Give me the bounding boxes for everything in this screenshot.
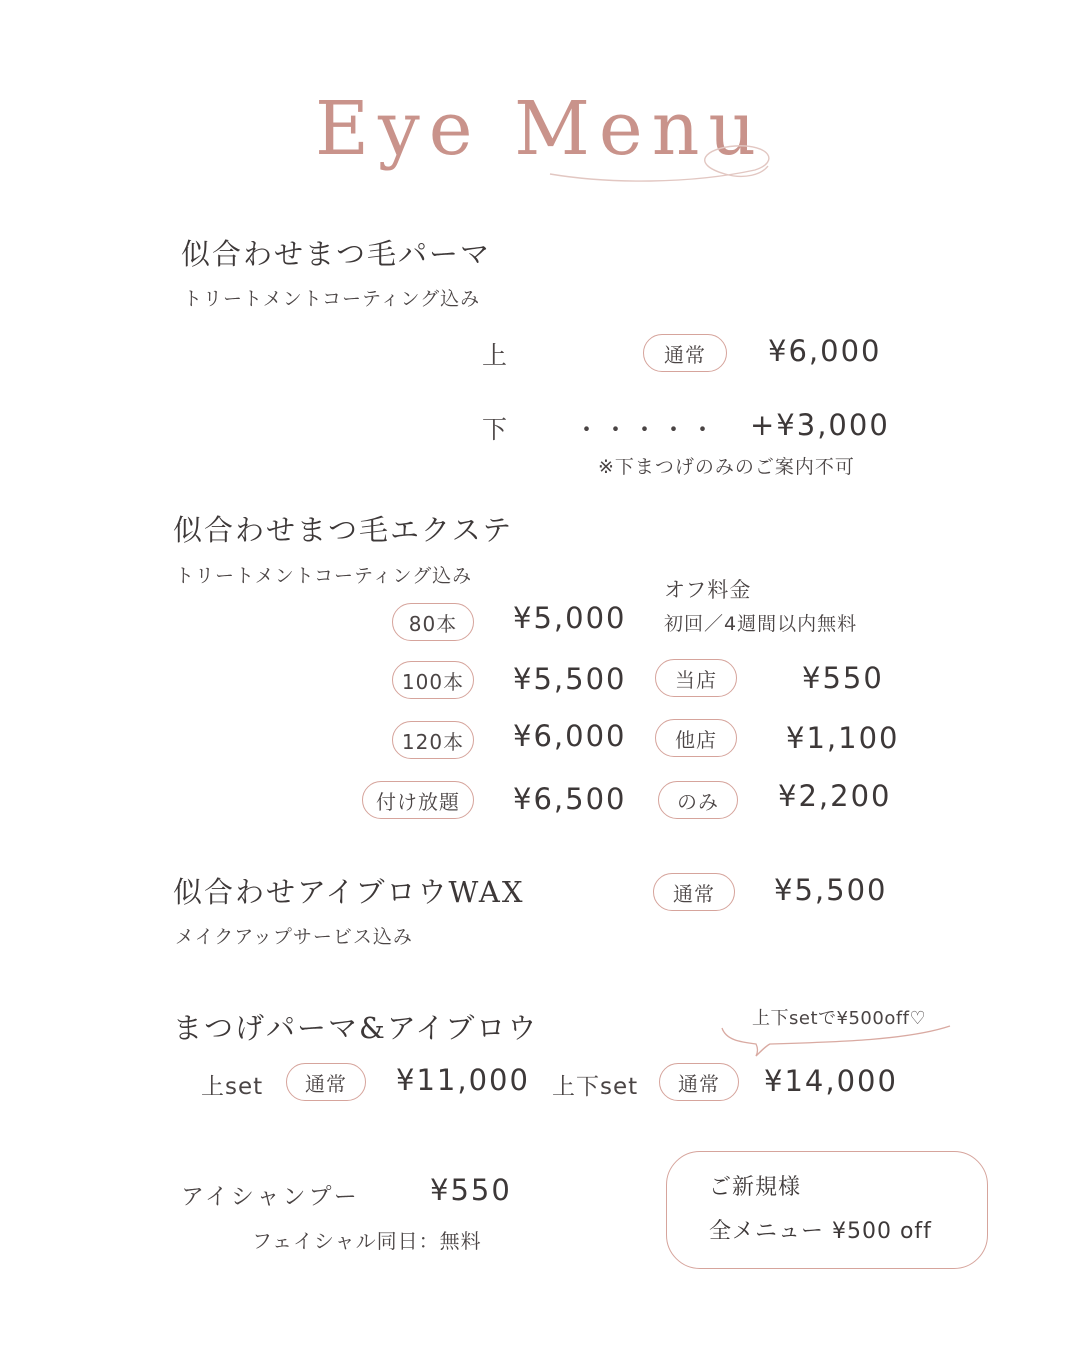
promo-line-1: ご新規様 <box>709 1175 802 1200</box>
shampoo-label: アイシャンプー <box>181 1184 360 1210</box>
perm-upper-label: 上 <box>482 341 509 370</box>
shampoo-price: ¥550 <box>430 1173 512 1207</box>
combo-upper-label: 上set <box>201 1074 264 1100</box>
off-option-price: ¥550 <box>802 661 884 695</box>
combo-both-price: ¥14,000 <box>764 1064 898 1098</box>
perm-lower-note: ※下まつげのみのご案内不可 <box>598 456 855 478</box>
combo-upper-badge: 通常 <box>286 1063 366 1101</box>
off-option-badge: 他店 <box>655 719 737 757</box>
extension-option-badge: 120本 <box>392 721 474 759</box>
brow-subtitle: メイクアップサービス込み <box>175 926 413 948</box>
off-fee-title: オフ料金 <box>664 578 752 602</box>
extension-option-badge: 100本 <box>392 661 474 699</box>
extension-option-price: ¥6,500 <box>513 782 627 816</box>
extension-option-badge: 80本 <box>392 603 474 641</box>
off-fee-note: 初回／4週間以内無料 <box>664 613 858 635</box>
title-flourish-ornament <box>540 122 780 192</box>
extension-option-price: ¥6,000 <box>513 719 627 753</box>
extension-heading: 似合わせまつ毛エクステ <box>173 513 514 547</box>
off-option-badge: のみ <box>658 781 738 819</box>
perm-lower-label: 下 <box>482 415 509 444</box>
extension-option-price: ¥5,000 <box>513 601 627 635</box>
shampoo-note: フェイシャル同日：無料 <box>252 1229 482 1253</box>
combo-both-label: 上下set <box>552 1074 639 1100</box>
perm-lower-price: +¥3,000 <box>750 408 890 442</box>
extension-option-badge: 付け放題 <box>362 781 474 819</box>
promo-line-2: 全メニュー ¥500 off <box>709 1219 932 1244</box>
combo-both-badge: 通常 <box>659 1063 739 1101</box>
extension-subtitle: トリートメントコーティング込み <box>175 565 473 587</box>
perm-upper-badge: 通常 <box>643 334 727 372</box>
off-option-badge: 当店 <box>655 659 737 697</box>
page-title: Eye Menu <box>314 86 766 172</box>
off-option-price: ¥1,100 <box>786 721 900 755</box>
combo-upper-price: ¥11,000 <box>396 1063 530 1097</box>
new-customer-promo-box <box>666 1151 988 1269</box>
brow-price: ¥5,500 <box>774 873 888 907</box>
perm-subtitle: トリートメントコーティング込み <box>183 288 481 310</box>
brow-heading: 似合わせアイブロウWAX <box>173 875 525 909</box>
perm-upper-price: ¥6,000 <box>768 334 882 368</box>
extension-option-price: ¥5,500 <box>513 662 627 696</box>
perm-heading: 似合わせまつ毛パーマ <box>181 237 492 271</box>
off-option-price: ¥2,200 <box>778 779 892 813</box>
combo-discount-bubble: 上下setで¥500off♡ <box>752 1008 927 1029</box>
brow-badge: 通常 <box>653 873 735 911</box>
combo-heading: まつげパーマ&アイブロウ <box>173 1011 539 1045</box>
perm-lower-dots: ・・・・・ <box>574 415 720 444</box>
